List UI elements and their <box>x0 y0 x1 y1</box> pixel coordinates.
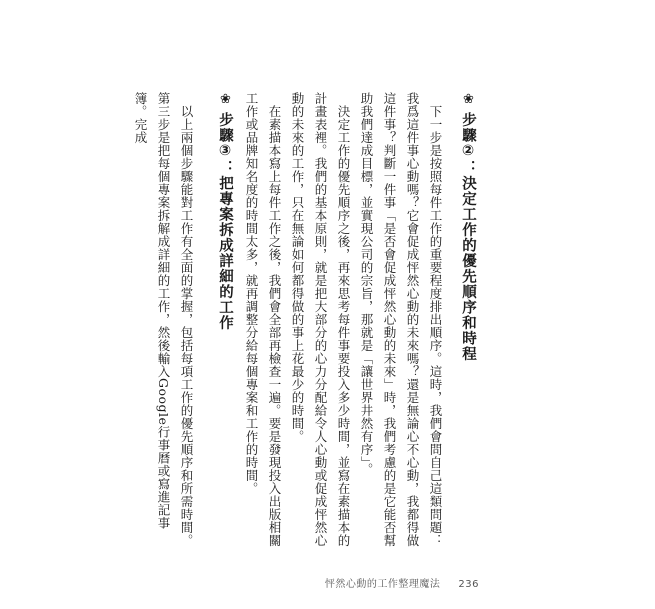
paragraph: 以上兩個步驟能對工作有全面的掌握，包括每項工作的優先順序和所需時間。第三步是把每個專案拆解成詳細的工作，然後輸入Google行事曆或寫進記事簿。完成 <box>133 92 194 547</box>
running-title: 怦然心動的工作整理魔法 <box>324 579 441 590</box>
paragraph: 決定工作的優先順序之後，再來思考每件事要投入多少時間，並寫在素描本的計畫表裡。我們的基本原則，就是把大部分的心力分配給令人心動或促成怦然心動的未來的工作，只在無論如何都得做的事上花最少的時間。 <box>290 92 351 547</box>
heading-label: 步驟②：決定工作的優先順序和時程 <box>460 112 476 362</box>
page-footer <box>325 575 479 590</box>
paragraph: 下一步是按照每件工作的重要程度排出順序。這時，我們會問自己這類問題：我爲這件事心動嗎？它會促成怦然心動的未來嗎？還是無論心不心動，我都得做這件事？判斷一件事「是否會促成怦然心動的未來」時，我們考慮的是它能否幫助我們達成目標，並實現公司的宗旨，那就是「讓世界井然有序」。 <box>359 92 443 547</box>
paragraph: 在素描本寫上每件工作之後，我們會全部再檢查一遍。要是發現投入出版相關工作或品牌知名度的時間太多，就再調整分給每個專案和工作的時間。 <box>244 92 282 547</box>
flower-icon: ❀ <box>218 92 233 108</box>
section-heading-step2 <box>453 92 483 552</box>
vertical-text-column <box>129 92 483 552</box>
heading-label: 步驟③：把專案拆成詳細的工作 <box>217 112 233 331</box>
flower-icon: ❀ <box>461 92 476 108</box>
section-heading-step3 <box>210 92 240 552</box>
page-number: 236 <box>458 579 479 590</box>
